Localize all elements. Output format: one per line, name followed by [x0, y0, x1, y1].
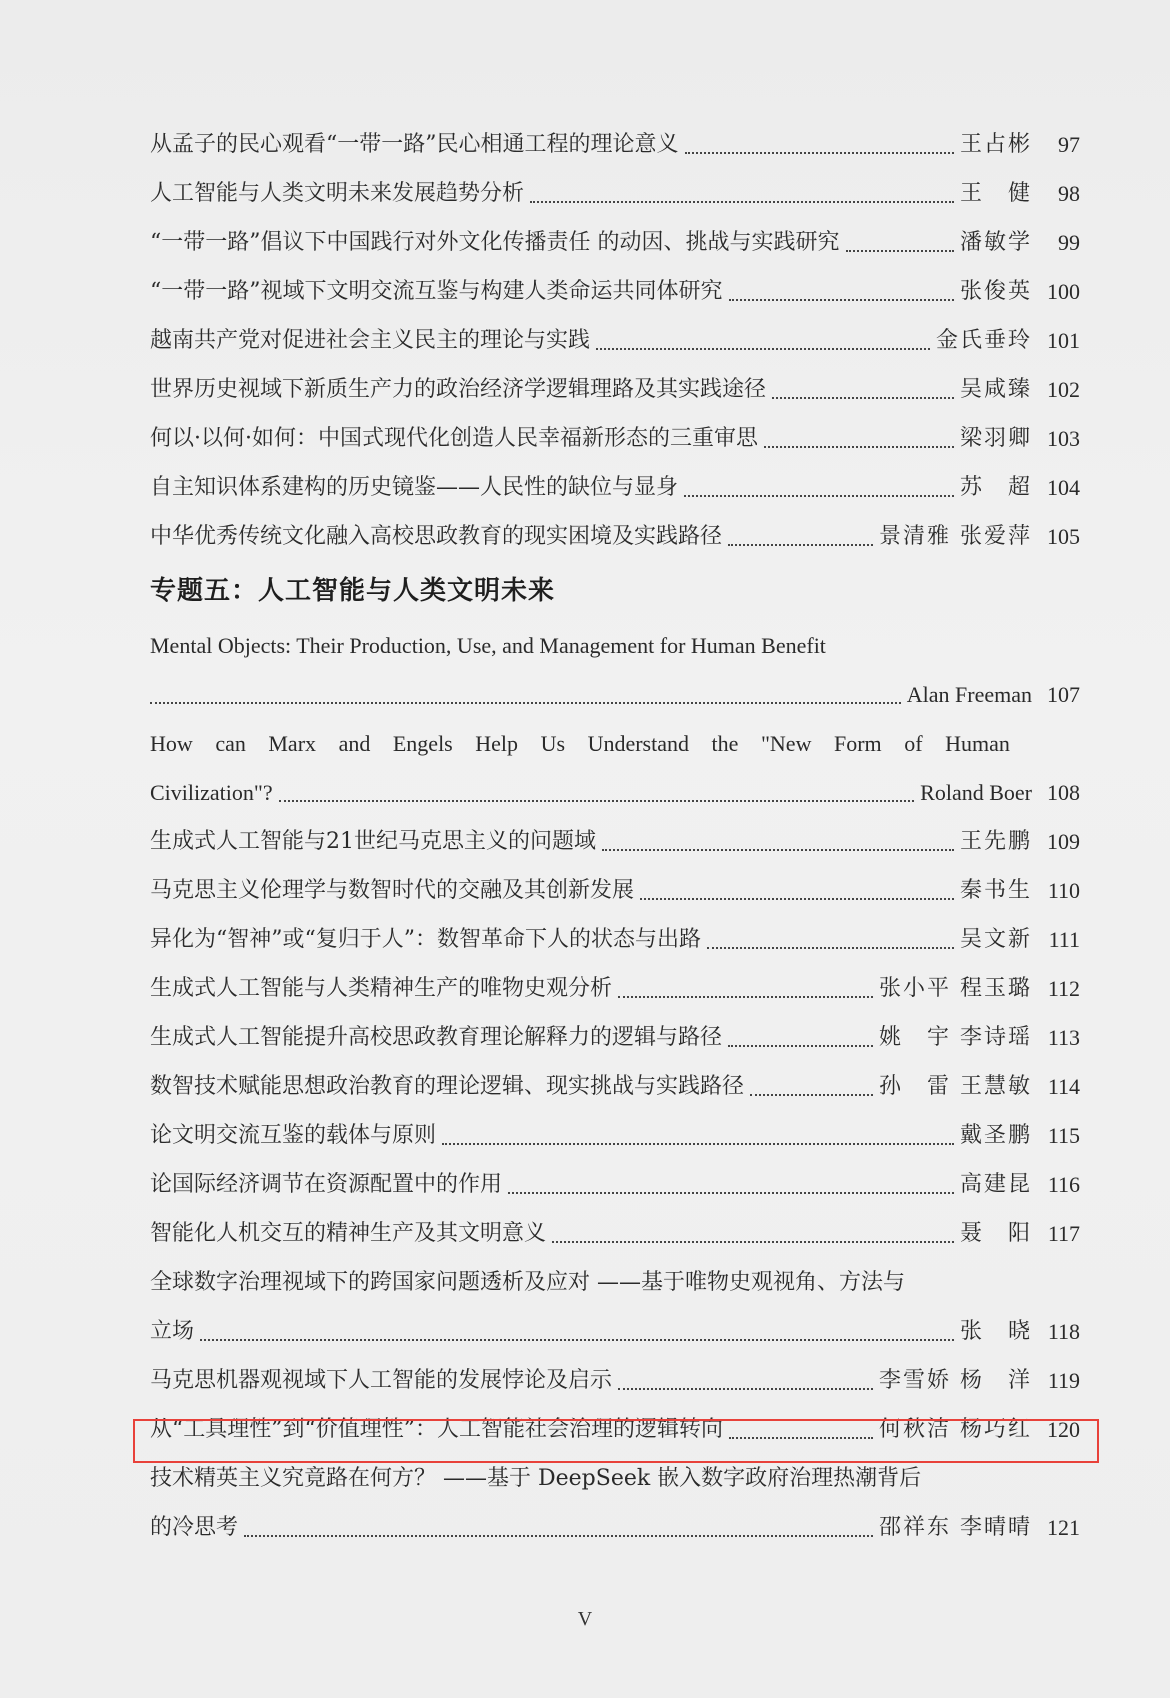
- toc-author: 孙 雷 王慧敏: [879, 1074, 1032, 1099]
- dot-leader: [530, 201, 954, 203]
- toc-entry-title-line: Mental Objects: Their Production, Use, and Management for Human Benefit: [150, 633, 826, 658]
- toc-author: 金氏垂玲: [935, 328, 1032, 353]
- toc-title: Civilization"?: [150, 780, 273, 805]
- toc-title: 生成式人工智能与21世纪马克思主义的问题域: [150, 829, 596, 854]
- toc-title-word: Engels: [392, 731, 453, 756]
- toc-entry-title-line: [150, 719, 1010, 768]
- toc-page-number: 99: [1058, 230, 1080, 255]
- toc-page-number: 110: [1047, 878, 1080, 903]
- toc-entry: [150, 1503, 1080, 1552]
- toc-author: 高建昆: [959, 1172, 1032, 1197]
- toc-entry-title-line: 技术精英主义究竟路在何方？ ——基于 DeepSeek 嵌入数字政府治理热潮背后: [150, 1466, 922, 1491]
- toc-author: 景清雅 张爱萍: [879, 524, 1032, 549]
- toc-title: 论国际经济调节在资源配置中的作用: [150, 1172, 503, 1197]
- toc-page-number: 112: [1047, 976, 1080, 1001]
- toc-author: 吴文新: [959, 927, 1032, 952]
- toc-title-word: and: [338, 731, 371, 756]
- toc-entry: [150, 218, 1080, 267]
- toc-entry: [150, 915, 1080, 964]
- toc-page-number: 119: [1047, 1368, 1080, 1393]
- toc-entry: [150, 512, 1080, 561]
- toc-entry: [150, 1160, 1080, 1209]
- toc-entry: [150, 267, 1080, 316]
- toc-page-number: 108: [1047, 780, 1080, 805]
- toc-page-number: 109: [1047, 829, 1080, 854]
- toc-title: 数智技术赋能思想政治教育的理论逻辑、现实挑战与实践路径: [150, 1074, 745, 1099]
- toc-author: 吴咸臻: [959, 377, 1032, 402]
- toc-author: Roland Boer: [920, 780, 1032, 805]
- toc-page-number: 116: [1047, 1172, 1080, 1197]
- toc-entry: [150, 1013, 1080, 1062]
- toc-page-number: 104: [1047, 475, 1080, 500]
- toc-title-word: Help: [475, 731, 519, 756]
- page-footer-number: V: [577, 1608, 593, 1630]
- dot-leader: [640, 898, 954, 900]
- dot-leader: [772, 397, 954, 399]
- dot-leader: [150, 702, 901, 704]
- toc-title-word: Us: [540, 731, 566, 756]
- dot-leader: [707, 947, 954, 949]
- toc-author: 苏 超: [959, 475, 1032, 500]
- toc-title: 从孟子的民心观看“一带一路”民心相通工程的理论意义: [150, 132, 679, 157]
- toc-title-word: Human: [945, 731, 1010, 756]
- toc-author: 聂 阳: [959, 1221, 1032, 1246]
- toc-title: “一带一路”倡议下中国践行对外文化传播责任 的动因、挑战与实践研究: [150, 230, 840, 255]
- dot-leader: [728, 1045, 873, 1047]
- toc-author: 张小平 程玉璐: [879, 976, 1032, 1001]
- toc-author: 何秋洁 杨巧红: [879, 1417, 1032, 1442]
- toc-entry: [150, 365, 1080, 414]
- toc-title: 人工智能与人类文明未来发展趋势分析: [150, 181, 525, 206]
- toc-title: 生成式人工智能与人类精神生产的唯物史观分析: [150, 976, 613, 1001]
- toc-page-number: 97: [1058, 132, 1080, 157]
- dot-leader: [596, 348, 930, 350]
- toc-entry: [150, 1062, 1080, 1111]
- toc-author: 李雪娇 杨 洋: [879, 1368, 1032, 1393]
- toc-title: 智能化人机交互的精神生产及其文明意义: [150, 1221, 547, 1246]
- toc-entry: [150, 1111, 1080, 1160]
- toc-entry: [150, 414, 1080, 463]
- toc-page-number: 100: [1047, 279, 1080, 304]
- toc-title: 马克思主义伦理学与数智时代的交融及其创新发展: [150, 878, 635, 903]
- dot-leader: [618, 996, 873, 998]
- toc-title: 马克思机器观视域下人工智能的发展悖论及启示: [150, 1368, 613, 1393]
- toc-page-number: 102: [1047, 377, 1080, 402]
- toc-title-word: Understand: [587, 731, 689, 756]
- toc-page-number: 117: [1047, 1221, 1080, 1246]
- dot-leader: [442, 1143, 954, 1145]
- toc-entry: [150, 1356, 1080, 1405]
- toc-author: 王占彬: [959, 132, 1032, 157]
- toc-title: 何以·以何·如何：中国式现代化创造人民幸福新形态的三重审思: [150, 426, 758, 451]
- toc-title: 立场: [150, 1319, 195, 1344]
- toc-author: 梁羽卿: [959, 426, 1032, 451]
- toc-author: 戴圣鹏: [959, 1123, 1032, 1148]
- toc-entry: [150, 463, 1080, 512]
- toc-author: 秦书生: [959, 878, 1032, 903]
- toc-author: 邵祥东 李晴晴: [879, 1515, 1032, 1540]
- toc-author: 姚 宇 李诗瑶: [879, 1025, 1032, 1050]
- toc-group-2: [150, 817, 1080, 1258]
- toc-entry: [150, 1307, 1080, 1356]
- toc-entry: [150, 964, 1080, 1013]
- toc-title: 从“工具理性”到“价值理性”：人工智能社会治理的逻辑转向: [150, 1417, 723, 1442]
- toc-title: 生成式人工智能提升高校思政教育理论解释力的逻辑与路径: [150, 1025, 723, 1050]
- dot-leader: [729, 299, 954, 301]
- dot-leader: [244, 1535, 873, 1537]
- toc-title-word: "New: [760, 731, 812, 756]
- dot-leader: [618, 1388, 873, 1390]
- dot-leader: [846, 250, 954, 252]
- dot-leader: [279, 800, 915, 802]
- toc-page-number: 120: [1047, 1417, 1080, 1442]
- dot-leader: [764, 446, 954, 448]
- toc-title: 世界历史视域下新质生产力的政治经济学逻辑理路及其实践途径: [150, 377, 767, 402]
- toc-title: 越南共产党对促进社会主义民主的理论与实践: [150, 328, 591, 353]
- toc-page-number: 121: [1047, 1515, 1080, 1540]
- dot-leader: [684, 495, 954, 497]
- toc-title: 论文明交流互鉴的载体与原则: [150, 1123, 437, 1148]
- toc-entry: [150, 169, 1080, 218]
- toc-title: 自主知识体系建构的历史镜鉴——人民性的缺位与显身: [150, 475, 679, 500]
- toc-group-1: [150, 120, 1080, 561]
- dot-leader: [200, 1339, 954, 1341]
- toc-title: “一带一路”视域下文明交流互鉴与构建人类命运共同体研究: [150, 279, 723, 304]
- toc-title: 的冷思考: [150, 1515, 239, 1540]
- toc-title-word: How: [150, 731, 193, 756]
- toc-entry: [150, 316, 1080, 365]
- toc-entry: [150, 670, 1080, 719]
- toc-author: 张俊英: [959, 279, 1032, 304]
- toc-entry: [150, 866, 1080, 915]
- toc-author: 潘敏学: [959, 230, 1032, 255]
- toc-page-number: 114: [1047, 1074, 1080, 1099]
- toc-entry: [150, 120, 1080, 169]
- toc-entry: [150, 1209, 1080, 1258]
- dot-leader: [750, 1094, 873, 1096]
- toc-title-word: Form: [834, 731, 882, 756]
- toc-page-number: 113: [1047, 1025, 1080, 1050]
- toc-title-word: of: [904, 731, 923, 756]
- toc-author: 张 晓: [959, 1319, 1032, 1344]
- toc-page-number: 105: [1047, 524, 1080, 549]
- toc-title-word: Marx: [268, 731, 317, 756]
- toc-entry-title-line: 全球数字治理视域下的跨国家问题透析及应对 ——基于唯物史观视角、方法与: [150, 1270, 905, 1295]
- toc-page-number: 115: [1047, 1123, 1080, 1148]
- toc-page-number: 103: [1047, 426, 1080, 451]
- toc-title-word: can: [215, 731, 246, 756]
- dot-leader: [685, 152, 954, 154]
- toc-entry: [150, 817, 1080, 866]
- highlight-box: [133, 1419, 1099, 1463]
- toc-page-number: 98: [1058, 181, 1080, 206]
- toc-page-number: 111: [1048, 927, 1080, 952]
- toc-page-number: 107: [1047, 682, 1080, 707]
- dot-leader: [602, 849, 954, 851]
- section-heading: 专题五：人工智能与人类文明未来: [150, 576, 556, 606]
- toc-page-number: 101: [1047, 328, 1080, 353]
- toc-title-word: the: [711, 731, 739, 756]
- toc-title: 异化为“智神”或“复归于人”：数智革命下人的状态与出路: [150, 927, 701, 952]
- dot-leader: [508, 1192, 954, 1194]
- dot-leader: [728, 544, 873, 546]
- table-of-contents: [150, 120, 1080, 1552]
- toc-author: 王 健: [959, 181, 1032, 206]
- toc-page-number: 118: [1047, 1319, 1080, 1344]
- toc-title: 中华优秀传统文化融入高校思政教育的现实困境及实践路径: [150, 524, 723, 549]
- toc-entry: [150, 768, 1080, 817]
- dot-leader: [552, 1241, 954, 1243]
- toc-author: Alan Freeman: [906, 682, 1032, 707]
- toc-author: 王先鹏: [959, 829, 1032, 854]
